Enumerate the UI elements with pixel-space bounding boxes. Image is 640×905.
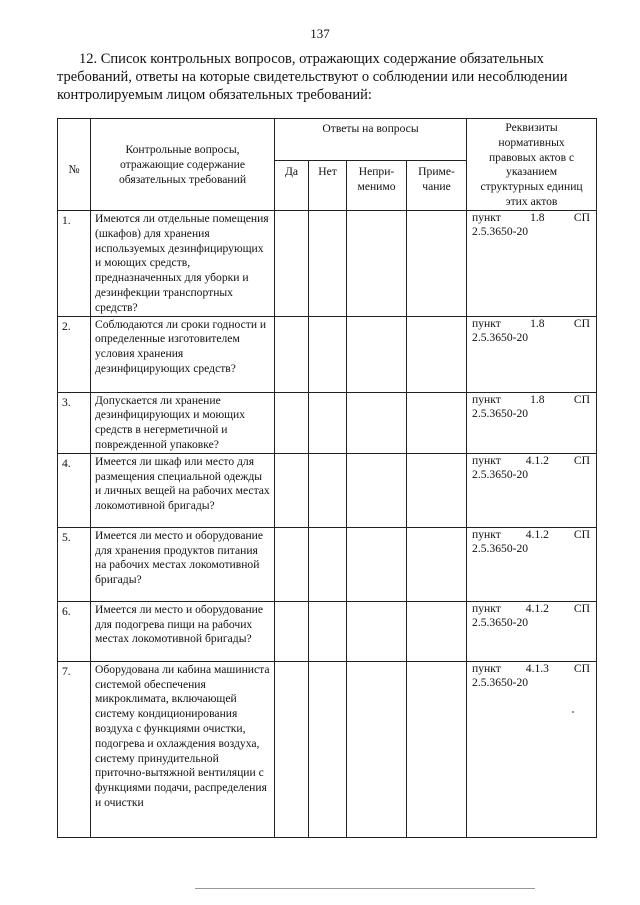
heading-line-2: требований, ответы на которые свидетельствуют о соблюдении или несоблюдении xyxy=(57,69,568,85)
answer-no-cell[interactable] xyxy=(309,661,347,837)
table-row xyxy=(58,316,597,392)
row-number: 4. xyxy=(58,453,91,527)
page-number: 137 xyxy=(310,26,330,41)
row-number: 7. xyxy=(58,661,91,837)
answer-note-cell[interactable] xyxy=(407,601,467,661)
row-question: Оборудована ли кабина машиниста системой обеспечения микроклимата, включающей систему кондиционирования воздуха с функциями очистки, подогрева и охлаждения воздуха, систему принудительной приточно-вытяжной вентиляции с функциями подачи, распределения и очистки xyxy=(91,661,275,837)
table-row xyxy=(58,527,597,601)
table-row xyxy=(58,661,597,837)
answer-na-cell[interactable] xyxy=(347,211,407,317)
answer-yes-cell[interactable] xyxy=(275,601,309,661)
table-row xyxy=(58,392,597,453)
answer-note-cell[interactable] xyxy=(407,392,467,453)
checklist-table xyxy=(57,118,597,838)
header-not-applicable: Непри- менимо xyxy=(347,161,407,211)
answer-no-cell[interactable] xyxy=(309,453,347,527)
answer-na-cell[interactable] xyxy=(347,392,407,453)
row-reference: пункт 4.1.3 СП 2.5.3650-20 xyxy=(467,661,597,837)
answer-na-cell[interactable] xyxy=(347,601,407,661)
header-note: Приме- чание xyxy=(407,161,467,211)
row-number: 1. xyxy=(58,211,91,317)
answer-na-cell[interactable] xyxy=(347,453,407,527)
row-number: 5. xyxy=(58,527,91,601)
answer-yes-cell[interactable] xyxy=(275,392,309,453)
answer-na-cell[interactable] xyxy=(347,661,407,837)
row-question: Допускается ли хранение дезинфицирующих и моющих средств в негерметичной и поврежденной упаковке? xyxy=(91,392,275,453)
heading-line-1: 12. Список контрольных вопросов, отражающих содержание обязательных xyxy=(79,51,544,67)
row-reference: пункт 4.1.2 СП 2.5.3650-20 xyxy=(467,601,597,661)
header-no: Нет xyxy=(309,161,347,211)
header-num: № xyxy=(58,119,91,211)
row-number: 3. xyxy=(58,392,91,453)
answer-no-cell[interactable] xyxy=(309,316,347,392)
header-refs: Реквизиты нормативных правовых актов с указанием структурных единиц этих актов xyxy=(467,119,597,211)
answer-no-cell[interactable] xyxy=(309,392,347,453)
header-questions: Контрольные вопросы, отражающие содержание обязательных требований xyxy=(91,119,275,211)
answer-yes-cell[interactable] xyxy=(275,453,309,527)
scan-bottom-edge xyxy=(195,888,535,889)
answer-no-cell[interactable] xyxy=(309,601,347,661)
row-reference: пункт 1.8 СП 2.5.3650-20 xyxy=(467,316,597,392)
header-answers-group: Ответы на вопросы xyxy=(275,119,467,161)
scan-speck xyxy=(572,711,574,713)
row-question: Соблюдаются ли сроки годности и определенные изготовителем условия хранения дезинфицирующих средств? xyxy=(91,316,275,392)
answer-no-cell[interactable] xyxy=(309,527,347,601)
answer-yes-cell[interactable] xyxy=(275,661,309,837)
table-row xyxy=(58,601,597,661)
answer-na-cell[interactable] xyxy=(347,316,407,392)
table-row xyxy=(58,211,597,317)
answer-no-cell[interactable] xyxy=(309,211,347,317)
answer-note-cell[interactable] xyxy=(407,453,467,527)
section-heading xyxy=(57,50,587,104)
row-question: Имеется ли место и оборудование для хранения продуктов питания на рабочих местах локомотивной бригады? xyxy=(91,527,275,601)
row-reference: пункт 1.8 СП 2.5.3650-20 xyxy=(467,392,597,453)
row-reference: пункт 4.1.2 СП 2.5.3650-20 xyxy=(467,453,597,527)
header-yes: Да xyxy=(275,161,309,211)
answer-note-cell[interactable] xyxy=(407,316,467,392)
heading-line-3: контролируемым лицом обязательных требований: xyxy=(57,87,372,103)
answer-yes-cell[interactable] xyxy=(275,316,309,392)
row-reference: пункт 4.1.2 СП 2.5.3650-20 xyxy=(467,527,597,601)
row-number: 6. xyxy=(58,601,91,661)
answer-note-cell[interactable] xyxy=(407,661,467,837)
row-number: 2. xyxy=(58,316,91,392)
answer-note-cell[interactable] xyxy=(407,527,467,601)
answer-na-cell[interactable] xyxy=(347,527,407,601)
row-question: Имеется ли шкаф или место для размещения специальной одежды и личных вещей на рабочих местах локомотивной бригады? xyxy=(91,453,275,527)
table-row xyxy=(58,453,597,527)
row-question: Имеется ли место и оборудование для подогрева пищи на рабочих местах локомотивной бригады? xyxy=(91,601,275,661)
answer-yes-cell[interactable] xyxy=(275,211,309,317)
row-reference: пункт 1.8 СП 2.5.3650-20 xyxy=(467,211,597,317)
row-question: Имеются ли отдельные помещения (шкафов) для хранения используемых дезинфицирующих и моющих средств, предназначенных для уборки и дезинфекции транспортных средств? xyxy=(91,211,275,317)
answer-yes-cell[interactable] xyxy=(275,527,309,601)
answer-note-cell[interactable] xyxy=(407,211,467,317)
